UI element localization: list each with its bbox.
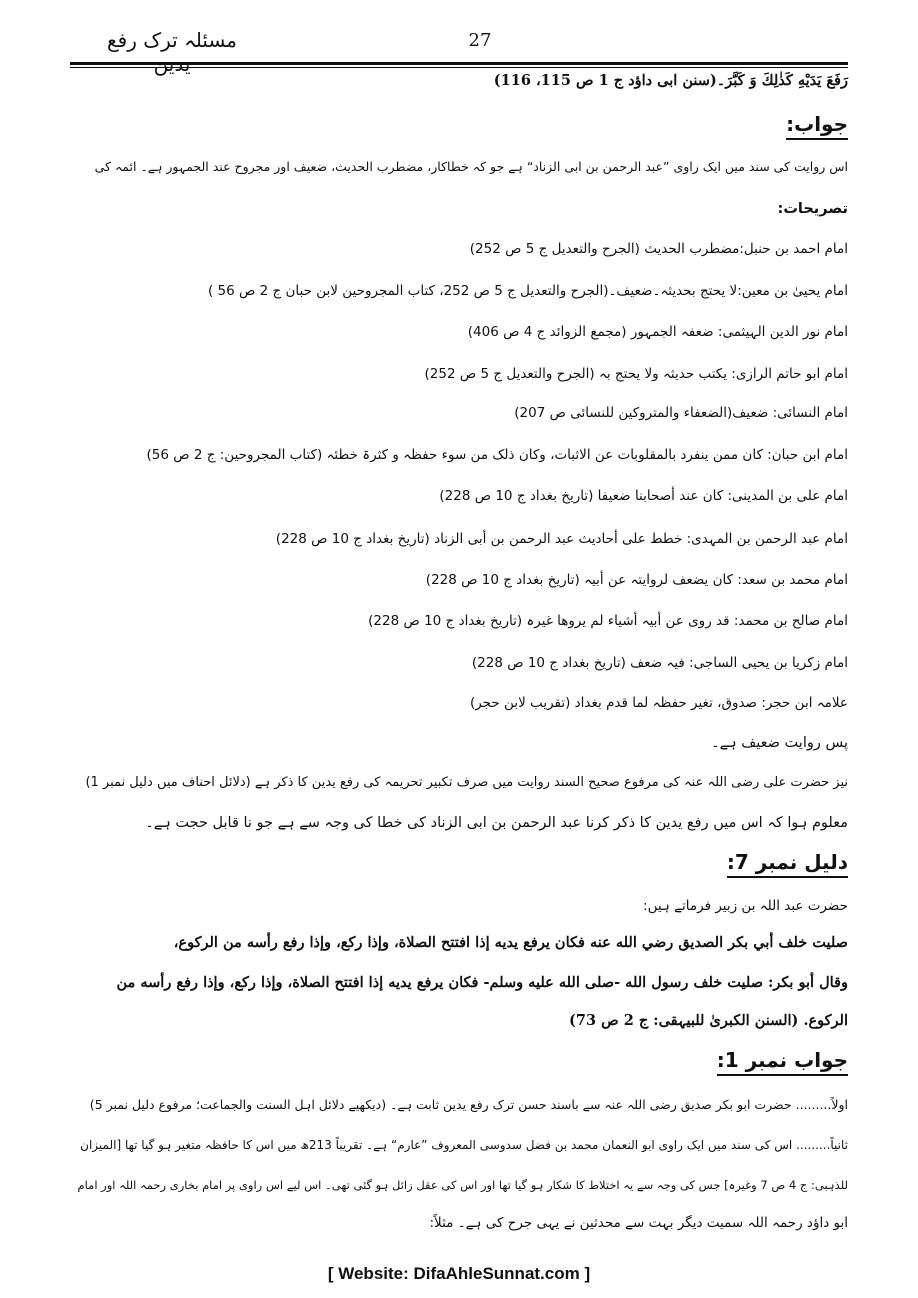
answer-line: للذہبی: ج 4 ص 7 وغیرہ] جس کی وجہ سے یہ اختلاط کا شکار ہو گیا تھا اور اس کی عقل زائل ہو گئی تھی۔ اس لیے اس راوی پر امام بخاری رحمہ اللہ اور امام: [77, 1178, 848, 1192]
paragraph-line: نیز حضرت علی رضی اللہ عنہ کی مرفوع صحیح السند روایت میں صرف تکبیر تحریمہ کی رفع یدین کا ذکر ہے (دلائل احناف میں دلیل نمبر 1): [85, 775, 848, 790]
section-heading-dalil-7: [727, 850, 848, 878]
header-rule: [70, 62, 848, 65]
section-heading-answer-text: جواب:: [786, 112, 848, 140]
section-heading-dalil-7-text: دلیل نمبر 7:: [727, 850, 848, 878]
citation-nasai: امام النسائی: ضعیف(الضعفاء والمتروکین للنسائی ص 207): [514, 405, 848, 421]
citation-abu-hatim: امام ابو حاتم الرازی: یکتب حدیثہ ولا یحتج بہ (الجرح والتعدیل ج 5 ص 252): [424, 366, 848, 382]
citation-ibn-hajar: علامہ ابن حجر: صدوق، تغیر حفظہ لما قدم بغداد (تقریب لابن حجر): [469, 695, 848, 711]
arabic-text-line: صليت خلف أبي بكر الصديق رضي الله عنه فكان يرفع يديه إذا افتتح الصلاة، وإذا ركع، وإذا رفع رأسه من الركوع،: [173, 934, 848, 951]
section-heading-answer: [786, 112, 848, 140]
citation-saji: امام زکریا بن یحیی الساجی: فیہ ضعف (تاریخ بغداد ج 10 ص 228): [471, 655, 848, 671]
answer-line: ثانیاً......... اس کی سند میں ایک راوی ابو النعمان محمد بن فضل سدوسی المعروف ”عارم“ ہے۔ تقریباً 213ھ میں اس کا حافظہ متغیر ہو گیا تھا [المیزان: [80, 1138, 848, 1152]
top-quote: رَفَعَ يَدَيْهِ كَذٰلِكَ وَ كَبَّرَ۔(سنن ابی داؤد ج 1 ص 115، 116): [493, 72, 848, 89]
conclusion: پس روایت ضعیف ہے۔: [711, 735, 848, 751]
arabic-text-line: وقال أبو بكر: صليت خلف رسول الله -صلى الله عليه وسلم- فكان يرفع يديه إذا افتتح الصلاة، وإذا ركع، وإذا رفع رأسه من: [116, 974, 848, 991]
running-header-title: مسئلہ ترک رفع: [106, 28, 237, 52]
website-footer: [ Website: DifaAhleSunnat.com ]: [327, 1264, 591, 1283]
intro-line: اس روایت کی سند میں ایک راوی ”عبد الرحمن بن ابی الزناد“ ہے جو کہ خطاکار، مضطرب الحدیث، ضعیف اور مجروح عند الجمہور ہے۔ ائمہ کی: [94, 159, 848, 174]
citation-haythami: امام نور الدین الہیثمی: ضعفہ الجمہور (مجمع الزوائد ج 4 ص 406): [467, 324, 848, 340]
citation-ibn-madini: امام علی بن المدینی: کان عند أصحابنا ضعیفا (تاریخ بغداد ج 10 ص 228): [439, 488, 848, 504]
answer-line: اولاً......... حضرت ابو بکر صدیق رضی اللہ عنہ سے باسند حسن ترک رفع یدین ثابت ہے۔ (دیکھیے دلائل اہل السنت والجماعت؛ مرفوع دلیل نمبر 5): [89, 1097, 848, 1112]
intro-line-2: تصریحات:: [777, 201, 848, 217]
paragraph-line: معلوم ہوا کہ اس میں رفع یدین کا ذکر کرنا عبد الرحمن بن ابی الزناد کی خطا کی وجہ سے ہے جو نا قابل حجت ہے۔: [145, 815, 848, 831]
section-heading-answer-1-text: جواب نمبر 1:: [717, 1048, 848, 1076]
narrator-intro: حضرت عبد اللہ بن زبیر فرماتے ہیں:: [643, 898, 848, 914]
citation-ibn-maeen: امام یحییٰ بن معین:لا یحتج بحدیثہ۔ضعیف۔(الجرح والتعدیل ج 5 ص 252، کتاب المجروحین لابن حبان ج 2 ص 56 ): [207, 283, 848, 299]
citation-ibn-saad: امام محمد بن سعد: کان یضعف لروایتہ عن أبیہ (تاریخ بغداد ج 10 ص 228): [425, 572, 848, 588]
citation-ahmad: امام احمد بن حنبل:مضطرب الحدیث (الجرح والتعدیل ج 5 ص 252): [469, 241, 848, 257]
arabic-text-line: الركوع. (السنن الکبریٰ للبیہقی: ج 2 ص 73): [568, 1012, 848, 1029]
citation-salih: امام صالح بن محمد: قد روی عن أبیہ أشیاء لم یروھا غیرہ (تاریخ بغداد ج 10 ص 228): [368, 613, 848, 629]
answer-line: ابو داؤد رحمہ اللہ سمیت دیگر بہت سے محدثین نے یہی جرح کی ہے۔ مثلاً:: [429, 1215, 848, 1231]
citation-ibn-hibban: امام ابن حبان: کان ممن ینفرد بالمقلوبات عن الاثبات، وکان ذلک من سوء حفظہ و کثرۃ خطئہ (کتاب المجروحین: ج 2 ص 56): [146, 447, 848, 463]
section-heading-answer-1: [717, 1048, 848, 1076]
header-rule-thin: [70, 67, 848, 68]
page-number: 27: [468, 30, 492, 51]
citation-ibn-mahdi: امام عبد الرحمن بن المہدی: خطط علی أحادیث عبد الرحمن بن أبی الزناد (تاریخ بغداد ج 10 ص 228): [275, 531, 848, 547]
